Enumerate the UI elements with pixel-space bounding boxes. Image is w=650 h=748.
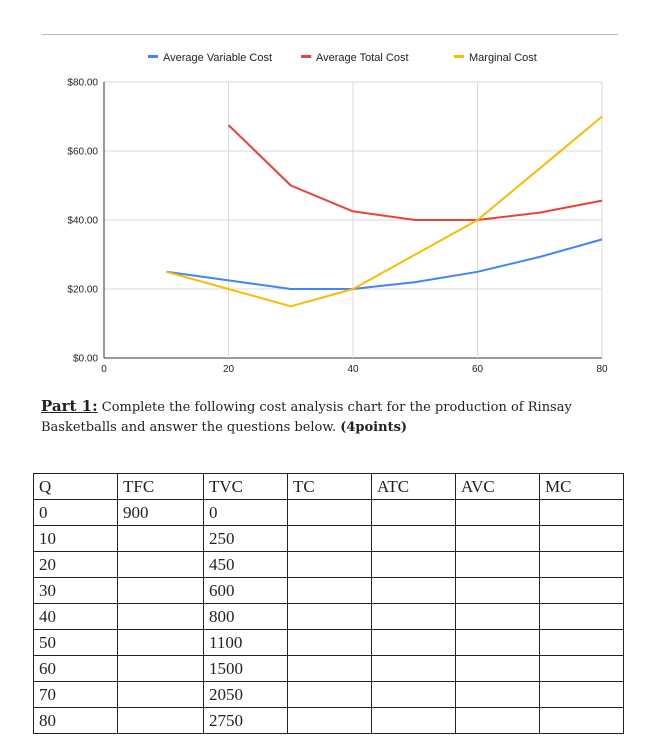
cell-q: 30 [34,578,118,604]
table-row [34,552,624,578]
cell-mc [540,526,624,552]
table-row [34,630,624,656]
cell-tc [288,630,372,656]
cell-tvc: 1100 [204,630,288,656]
legend-label: Average Total Cost [316,52,409,64]
cell-tc [288,708,372,734]
header-q: Q [34,474,118,500]
cell-tc [288,604,372,630]
cell-atc [372,656,456,682]
table-row [34,708,624,734]
x-tick-label: 80 [596,364,608,375]
cell-q: 10 [34,526,118,552]
series-line-average-variable-cost [166,239,602,289]
cell-tvc: 0 [204,500,288,526]
header-avc: AVC [456,474,540,500]
cell-avc [456,526,540,552]
x-tick-label: 20 [222,364,235,375]
cell-tvc: 450 [204,552,288,578]
cell-tvc: 800 [204,604,288,630]
legend-swatch [454,55,464,58]
table-row [34,656,624,682]
part-heading: Part 1: [41,397,98,415]
cell-tvc: 2750 [204,708,288,734]
x-tick-label: 0 [101,364,107,375]
x-tick-label: 60 [471,364,484,375]
cell-mc [540,604,624,630]
y-tick-label: $40.00 [67,215,98,227]
cell-avc [456,682,540,708]
cell-tc [288,552,372,578]
cell-mc [540,682,624,708]
cost-line-chart [0,40,650,385]
cell-atc [372,578,456,604]
cell-avc [456,656,540,682]
cell-avc [456,708,540,734]
cell-mc [540,656,624,682]
chart-legend [148,52,537,64]
cell-mc [540,578,624,604]
cell-mc [540,708,624,734]
cell-atc [372,552,456,578]
cell-tvc: 2050 [204,682,288,708]
cell-mc [540,552,624,578]
top-divider [42,34,618,35]
cell-atc [372,500,456,526]
cell-tvc: 600 [204,578,288,604]
x-axis [101,364,608,375]
cell-tvc: 250 [204,526,288,552]
cell-tfc [118,656,204,682]
header-tc: TC [288,474,372,500]
cell-tfc [118,526,204,552]
legend-label: Marginal Cost [469,52,537,64]
legend-swatch [148,55,158,58]
legend-swatch [301,55,311,58]
cell-tc [288,500,372,526]
cell-atc [372,708,456,734]
cell-atc [372,604,456,630]
series-line-marginal-cost [166,117,602,307]
header-tvc: TVC [204,474,288,500]
y-axis [67,78,98,365]
cell-tc [288,526,372,552]
part-text: Complete the following cost analysis chart for the production of Rinsay Basketballs and answer the questions below. [41,400,572,435]
header-mc: MC [540,474,624,500]
y-tick-label: $80.00 [67,77,98,89]
cell-tfc: 900 [118,500,204,526]
header-tfc: TFC [118,474,204,500]
cell-avc [456,630,540,656]
cell-atc [372,526,456,552]
cell-q: 60 [34,656,118,682]
series-line-average-total-cost [229,125,603,220]
cell-tfc [118,552,204,578]
cell-tc [288,578,372,604]
points-label: (4points) [340,420,408,435]
cell-atc [372,682,456,708]
cell-q: 70 [34,682,118,708]
cell-q: 0 [34,500,118,526]
cell-tfc [118,578,204,604]
table-row [34,500,624,526]
cell-q: 80 [34,708,118,734]
y-tick-label: $20.00 [67,284,98,296]
table-header-row [34,474,624,500]
cell-tc [288,682,372,708]
x-tick-label: 40 [347,364,359,375]
cell-mc [540,500,624,526]
cell-avc [456,604,540,630]
part-1-instructions [41,396,621,438]
chart-series [166,116,602,306]
cell-tfc [118,682,204,708]
cell-tfc [118,604,204,630]
cell-mc [540,630,624,656]
header-atc: ATC [372,474,456,500]
cell-tvc: 1500 [204,656,288,682]
table-row [34,526,624,552]
cell-q: 20 [34,552,118,578]
table-body [34,500,624,734]
cost-analysis-table [33,473,624,734]
y-tick-label: $0.00 [72,353,98,365]
y-tick-label: $60.00 [67,146,98,158]
cell-q: 50 [34,630,118,656]
cell-q: 40 [34,604,118,630]
cell-tfc [118,630,204,656]
cell-avc [456,552,540,578]
cell-atc [372,630,456,656]
table-row [34,604,624,630]
cell-avc [456,578,540,604]
cell-tc [288,656,372,682]
legend-label: Average Variable Cost [163,52,273,64]
chart-grid [104,82,602,358]
cell-tfc [118,708,204,734]
cell-avc [456,500,540,526]
table-row [34,682,624,708]
table-row [34,578,624,604]
